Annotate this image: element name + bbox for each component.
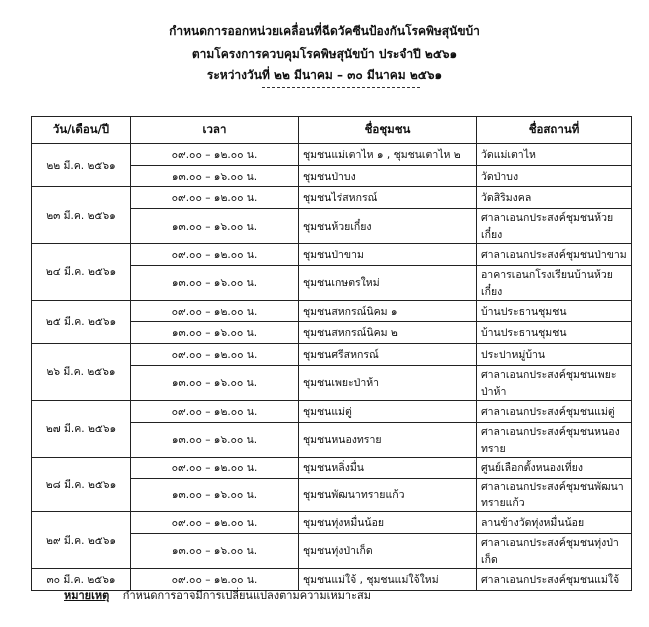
time-cell: ๐๙.๐๐ – ๑๒.๐๐ น. <box>131 244 299 266</box>
time-cell: ๐๙.๐๐ – ๑๒.๐๐ น. <box>131 344 299 366</box>
place-cell: ศาลาเอนกประสงค์ชุมชนเพยะป่าห้า <box>477 365 632 400</box>
date-range: ระหว่างวันที่ ๒๒ มีนาคม – ๓๐ มีนาคม ๒๕๖๑ <box>206 68 443 82</box>
footnote-text: กำหนดการอาจมีการเปลี่ยนแปลงตามความเหมาะสม <box>122 589 371 602</box>
time-cell: ๐๙.๐๐ – ๑๒.๐๐ น. <box>131 568 299 590</box>
time-cell: ๐๙.๐๐ – ๑๒.๐๐ น. <box>131 300 299 322</box>
place-cell: บ้านประธานชุมชน <box>477 300 632 322</box>
header-community: ชื่อชุมชน <box>299 117 477 144</box>
community-cell: ชุมชนป่าบง <box>299 165 477 187</box>
date-cell: ๒๕ มี.ค. ๒๕๖๑ <box>32 300 131 343</box>
document-title: กำหนดการออกหน่วยเคลื่อนที่ฉีดวัคซีนป้องกันโรคพิษสุนัขบ้า <box>169 24 480 38</box>
place-cell: ลานข้างวัดทุ่งหมื่นน้อย <box>477 512 632 534</box>
community-cell: ชุมชนแม่ตู่ <box>299 400 477 422</box>
time-cell: ๑๓.๐๐ – ๑๖.๐๐ น. <box>131 365 299 400</box>
date-cell: ๓๐ มี.ค. ๒๕๖๑ <box>32 568 131 590</box>
footnote <box>64 586 371 604</box>
dashed-divider <box>262 87 420 88</box>
time-cell: ๐๙.๐๐ – ๑๒.๐๐ น. <box>131 457 299 479</box>
date-cell: ๒๔ มี.ค. ๒๕๖๑ <box>32 244 131 301</box>
community-cell: ชุมชนหลิ่งมื่น <box>299 457 477 479</box>
community-cell: ชุมชนทุ่งป่าเก็ด <box>299 533 477 568</box>
table-row <box>32 244 632 266</box>
community-cell: ชุมชนศรีสหกรณ์ <box>299 344 477 366</box>
header-place: ชื่อสถานที่ <box>477 117 632 144</box>
community-cell: ชุมชนไร่สหกรณ์ <box>299 187 477 209</box>
community-cell: ชุมชนเกษตรใหม่ <box>299 265 477 300</box>
community-cell: ชุมชนป่าขาม <box>299 244 477 266</box>
place-cell: ศาลาเอนกประสงค์ชุมชนทุ่งป่าเก็ด <box>477 533 632 568</box>
time-cell: ๐๙.๐๐ – ๑๒.๐๐ น. <box>131 187 299 209</box>
table-row <box>32 400 632 422</box>
schedule-table <box>31 116 632 591</box>
table-row <box>32 144 632 166</box>
table-row <box>32 457 632 479</box>
community-cell: ชุมชนห้วยเกี๋ยง <box>299 209 477 244</box>
table-row <box>32 300 632 322</box>
place-cell: วัดแม่เตาไห <box>477 144 632 166</box>
place-cell: วัดสิริมงคล <box>477 187 632 209</box>
community-cell: ชุมชนหนองทราย <box>299 422 477 457</box>
community-cell: ชุมชนแม่เตาไห ๑ , ชุมชนเตาไห ๒ <box>299 144 477 166</box>
community-cell: ชุมชนแม่ใจ้ , ชุมชนแม่ใจ้ใหม่ <box>299 568 477 590</box>
table-row <box>32 187 632 209</box>
community-cell: ชุมชนสหกรณ์นิคม ๒ <box>299 322 477 344</box>
schedule-body <box>32 144 632 591</box>
date-cell: ๒๘ มี.ค. ๒๕๖๑ <box>32 457 131 512</box>
document-subtitle: ตามโครงการควบคุมโรคพิษสุนัขบ้า ประจำปี ๒๕๖๑ <box>191 47 458 61</box>
place-cell: ศาลาเอนกประสงค์ชุมชนหนองทราย <box>477 422 632 457</box>
place-cell: ศาลาเอนกประสงค์ชุมชนห้วยเกี๋ยง <box>477 209 632 244</box>
date-cell: ๒๖ มี.ค. ๒๕๖๑ <box>32 344 131 401</box>
time-cell: ๑๓.๐๐ – ๑๖.๐๐ น. <box>131 209 299 244</box>
place-cell: ศาลาเอนกประสงค์ชุมชนป่าขาม <box>477 244 632 266</box>
place-cell: บ้านประธานชุมชน <box>477 322 632 344</box>
date-cell: ๒๙ มี.ค. ๒๕๖๑ <box>32 512 131 569</box>
time-cell: ๑๓.๐๐ – ๑๖.๐๐ น. <box>131 479 299 512</box>
community-cell: ชุมชนเพยะป่าห้า <box>299 365 477 400</box>
header-date: วัน/เดือน/ปี <box>32 117 131 144</box>
table-header-row <box>32 117 632 144</box>
time-cell: ๐๙.๐๐ – ๑๒.๐๐ น. <box>131 144 299 166</box>
time-cell: ๑๓.๐๐ – ๑๖.๐๐ น. <box>131 533 299 568</box>
time-cell: ๑๓.๐๐ – ๑๖.๐๐ น. <box>131 322 299 344</box>
date-cell: ๒๒ มี.ค. ๒๕๖๑ <box>32 144 131 187</box>
date-cell: ๒๗ มี.ค. ๒๕๖๑ <box>32 400 131 457</box>
time-cell: ๐๙.๐๐ – ๑๒.๐๐ น. <box>131 512 299 534</box>
date-cell: ๒๓ มี.ค. ๒๕๖๑ <box>32 187 131 244</box>
place-cell: อาคารเอนกโรงเรียนบ้านห้วยเกี๋ยง <box>477 265 632 300</box>
place-cell: ประปาหมู่บ้าน <box>477 344 632 366</box>
table-row <box>32 344 632 366</box>
footnote-label: หมายเหตุ <box>64 589 110 602</box>
time-cell: ๐๙.๐๐ – ๑๒.๐๐ น. <box>131 400 299 422</box>
place-cell: ศาลาเอนกประสงค์ชุมชนแม่ตู่ <box>477 400 632 422</box>
place-cell: ศาลาเอนกประสงค์ชุมชนพัฒนาทรายแก้ว <box>477 479 632 512</box>
community-cell: ชุมชนทุ่งหมื่นน้อย <box>299 512 477 534</box>
time-cell: ๑๓.๐๐ – ๑๖.๐๐ น. <box>131 165 299 187</box>
time-cell: ๑๓.๐๐ – ๑๖.๐๐ น. <box>131 265 299 300</box>
community-cell: ชุมชนสหกรณ์นิคม ๑ <box>299 300 477 322</box>
place-cell: วัดป่าบง <box>477 165 632 187</box>
place-cell: ศาลาเอนกประสงค์ชุมชนแม่ใจ้ <box>477 568 632 590</box>
time-cell: ๑๓.๐๐ – ๑๖.๐๐ น. <box>131 422 299 457</box>
table-row <box>32 512 632 534</box>
place-cell: ศูนย์เลือกตั้งหนองเที่ยง <box>477 457 632 479</box>
community-cell: ชุมชนพัฒนาทรายแก้ว <box>299 479 477 512</box>
header-time: เวลา <box>131 117 299 144</box>
